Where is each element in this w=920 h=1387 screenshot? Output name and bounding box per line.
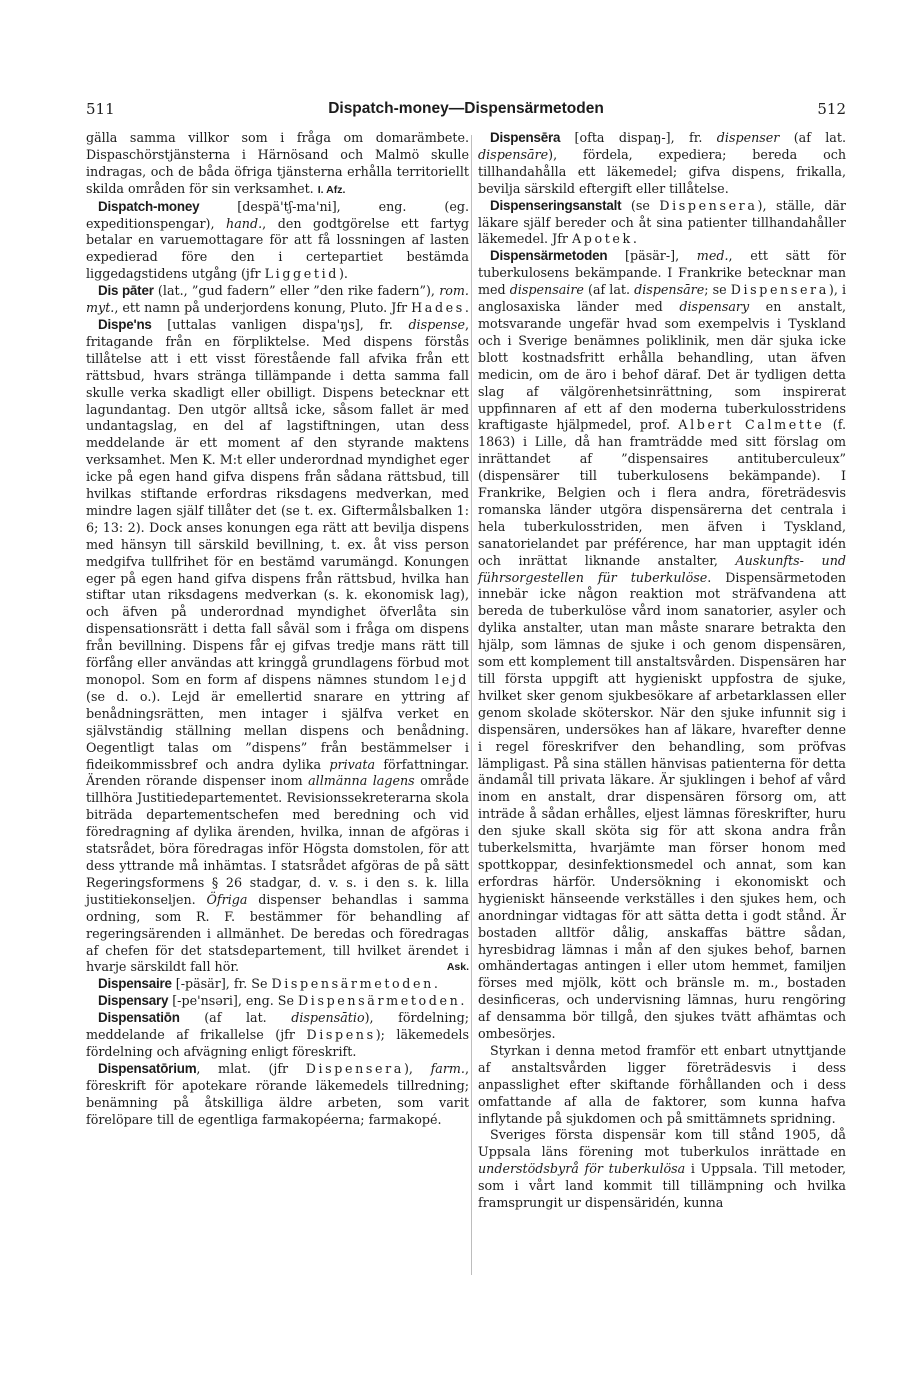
entry-continuation: gälla samma villkor som i fråga om domarämbete. Dispaschörstjänsterna i Härnösand och Malmö skulle indragas, och de båda öfriga tjänsterna erhålla territoriellt skilda områden för sin verksamhet. I. Afz. (86, 130, 469, 196)
entry-dispatch-money: Dispatch-money [despä'tʃ-ma'ni], eng. (eg. expeditionspengar), hand., den godtgörelse ett fartyg betalar en varuemottagare för att få lossningen af lasten expedierad före den i certepartiet bestämda liggedagstidens utgång (jfr Liggetid). (86, 198, 469, 282)
cross-reference: Hades (411, 300, 465, 316)
headword: Dispensēra (490, 130, 561, 145)
cross-reference: Dispensera (659, 197, 758, 213)
entry-dispensarmetoden: Dispensärmetoden [päsär-], med., ett sätt för tuberkulosens bekämpande. I Frankrike betecknar man med dispensaire (af lat. dispensāre; se Dispensera), i anglosaxiska länder med dispensary en anstalt, motsvarande ungefär hvad som exempelvis i Tyskland och i Sverige benämnes poliklinik, men där sjuka icke blott kostnadsfritt erhålla behandling, utan äfven medicin, om de äro i behof däraf. Det är tydligen detta slag af välgörenhetsinrättning, som inspirerat uppfinnaren af ett af den moderna tuberkulosstridens kraftigaste hjälpmedel, prof. Albert Calmette (f. 1863) i Lille, då han framträdde med sitt förslag om inrättandet af ”dispensaires antituberculeux” (dispensärer till tuberkulosens bekämpande). I Frankrike, Belgien och i flera andra, företrädesvis romanska länder utgöra dispensärerna det centrala i hela tuberkulosstriden, men äfven i Tyskland, sanatorielandet par préférence, har man upptagit idén och inrättat liknande anstalter, Auskunfts- und führsorgestellen für tuberkulöse. Dispensärmetoden innebär icke någon reaktion mot sträfvandena att bereda de tuberkulöse vård inom sanatorier, asyler och dylika anstalter, utan man måste snarare betrakta den hjälp, som lämnas de sjuke i och genom dispensären, som ett komplement till anstaltsvården. Dispensären har till första uppgift att hygieniskt uppfostra de sjuke, hvilket sker genom sjukbesökare af arbetarklassen eller genom skolade sköterskor. När den sjuke infunnit sig i dispensären, undersökes han af läkare, hvarefter denne i regel föreskrifver den behandling, som pröfvas lämpligast. På sina ställen hänvisas patienterna för detta ändamål till privata läkare. Är sjuklingen i behof af vård inom en anstalt, drar dispensären försorg om, att inträde å sådan erhålles, eljest lämnas föreskrifter, huru den sjuke skall skötа sig för att skona andra från tuberkelsmitta, hvarjämte man förser honom med spottkoppar, desinfektionsmedel och annat, som kan erfordras härför. Undersökning i ekonomiskt och hygieniskt hänseende verkställes i den sjukes hem, och anordningar vidtagas för att sätta detta i godt stånd. Är bostaden alltför dålig, anskaffas bättre sådan, hyresbidrag lämnas i mån af den sjukes behof, barnen omhändertagas antingen i eller utom hemmet, familjen förses med mjölk, kött och bränsle m. m., bostaden desinficeras, och undervisning lämnas, huru rengöring af densamma bör tillgå, den sjukes tvätt afhämtas och ombesörjes. (478, 248, 846, 1042)
page-number-right: 512 (817, 100, 846, 118)
entry-dispensation: Dispensatiōn (af lat. dispensātio), fördelning; meddelande af frikallelse (jfr Dispens); läkemedels fördelning och afvägning enligt föreskrift. (86, 1010, 470, 1059)
cross-reference: Dispens (306, 1027, 376, 1043)
entry-dispensera: Dispensēra [ofta dispaŋ-], fr. dispenser (af lat. dispensāre), fördela, expediera; bereda och tillhandahålla ett läkemedel; gifva dispens, frikalla, bevilja särskild eftergift eller tillåtelse. (478, 130, 847, 196)
headword: Dispensatōrium (98, 1060, 197, 1076)
headword: Dispe'ns (98, 316, 152, 332)
page-number-left: 511 (86, 100, 115, 118)
headword: Dispatch-money (98, 198, 200, 214)
entry-dispensaire: Dispensaire [-päsär], fr. Se Dispensärmetoden. (98, 976, 438, 992)
running-header (86, 100, 846, 126)
headword: Dispensaire (98, 976, 172, 992)
cross-reference: Dispensera (305, 1060, 404, 1076)
headword: Dispensary (98, 993, 169, 1009)
author-signature: I. Afz. (317, 183, 346, 196)
entry-dispensatorium: Dispensatōrium, mlat. (jfr Dispensera), farm., föreskrift för apotekare rörande läkemedels tillredning; benämning på åtskilliga äldre arbeten, som varit förelöpare till de egentliga farmakopéerna; farmakopé. (86, 1060, 469, 1127)
left-column (86, 130, 469, 1128)
headword: Dispensatiōn (98, 1010, 180, 1026)
entry-dispenseringsanstalt: Dispenseringsanstalt (se Dispensera), ställe, där läkare själf bereder och åt sina patienter tillhandahåller läkemedel. Jfr Apotek. (478, 197, 846, 247)
cross-reference: Apotek (572, 231, 633, 247)
author-signature: Ask. (446, 961, 469, 974)
cross-reference: Dispensärmetoden (298, 993, 461, 1009)
cross-reference: Liggetid (264, 266, 339, 282)
running-title: Dispatch-money—Dispensärmetoden (328, 100, 604, 117)
cross-reference: lejd (434, 672, 469, 687)
headword: Dis pāter (98, 283, 154, 299)
right-column (478, 130, 846, 1212)
column-divider (471, 135, 472, 1275)
paragraph-styrkan: Styrkan i denna metod framför ett enbart utnyttjande af anstaltsvården ligger företrädesvis i dess anpasslighet efter skiftande förhållanden och i dess omfattande af alla de faktorer, som kunna hafva inflytande på sjukdomen och på smittämnets spridning. (478, 1042, 846, 1126)
headword: Dispensärmetoden (490, 248, 608, 264)
entry-dispensary: Dispensary [-pe'nsəri], eng. Se Dispensärmetoden. (98, 993, 465, 1009)
paragraph-sveriges: Sveriges första dispensär kom till stånd 1905, då Uppsala läns förening mot tuberkulos inrättade en understödsbyrå för tuberkulösa i Uppsala. Till metoder, som i vårt land kommit till tillämpning och hvilka framsprungit ur dispensäridén, kunna (478, 1127, 846, 1211)
entry-dis-pater: Dis pāter (lat., ”gud fadern” eller ”den rike fadern”), rom. myt., ett namn på underjordens konung, Pluto. Jfr Hades. (86, 283, 469, 316)
cross-reference: Albert Calmette (678, 417, 825, 433)
cross-reference: Dispensera (730, 282, 829, 298)
headword: Dispenseringsanstalt (490, 197, 622, 213)
cross-reference: Dispensärmetoden (271, 976, 434, 992)
entry-dispens: Dispe'ns [uttalas vanligen dispa'ŋs], fr. dispense, fritagande från en förpliktelse. Med dispens förstås tillåtelse att i ett visst förestående fall afvika från ett rättsbud, hvars stränga tillämpande i detta samma fall skulle verka skadligt eller obilligt. Dispens betecknar ett lagundantag. Den utgör alltså icke, såsom fallet är med undantagslag, en del af lagstiftningen, utan dess meddelande är ett moment af den styrande maktens verksamhet. Men K. M:t eller underordnad myndighet eger icke på egen hand gifva dispens från sådana rättsbud, till hvilkas stiftande erfordras riksdagens medverkan, med mindre lagen själf tillåter det (se t. ex. Giftermålsbalken 1: 6; 13: 2). Dock anses konungen ega rätt att bevilja dispens med hänsyn till särskild bevillning, t. ex. åt viss person medgifva tullfrihet för en bestämd varumängd. Konungen eger på egen hand gifva dispens från rättsbud, hvilka han stiftar utan riksdagens medverkan (s. k. ekonomisk lag), och äfven på underordnad myndighet öfverlåta sin dispensationsrätt i detta fall såväl som i fråga om dispens från bevillning. Dispens får ej gifvas tredje mans rätt till förfång eller användas att kringgå grundlagens förbud mot monopol. Som en form af dispens nämnes stundom lejd (se d. o.). Lejd är emellertid snarare en yttring af benådningsrätten, men intager i själfva verket en självständig ställning mellan dispens och benådning. Oegentligt talas om ”dispens” från bestämmelser i fideikommissbref och andra dylika privata författningar. Ärenden rörande dispenser inom allmänna lagens område tillhöra Justitiedepartementet. Revisionssekreterarna skola biträda departementschefen med beredning och vid föredragning af dylika ärenden, hvilka, innan de afgöras i statsrådet, böra föredragas inför Högsta domstolen, för att dess yttrande må inhämtas. I statsrådet afgöras de på sätt Regeringsformens § 26 stadgar, d. v. s. i den s. k. lilla justitiekonseljen. Öfriga dispenser behandlas i samma ordning, som R. F. bestämmer för behandling af regeringsärenden i allmänhet. De beredas och föredragas af chefen för det statsdepartement, till hvilket ärendet i hvarje särskildt fall hör. Ask. (86, 316, 470, 975)
